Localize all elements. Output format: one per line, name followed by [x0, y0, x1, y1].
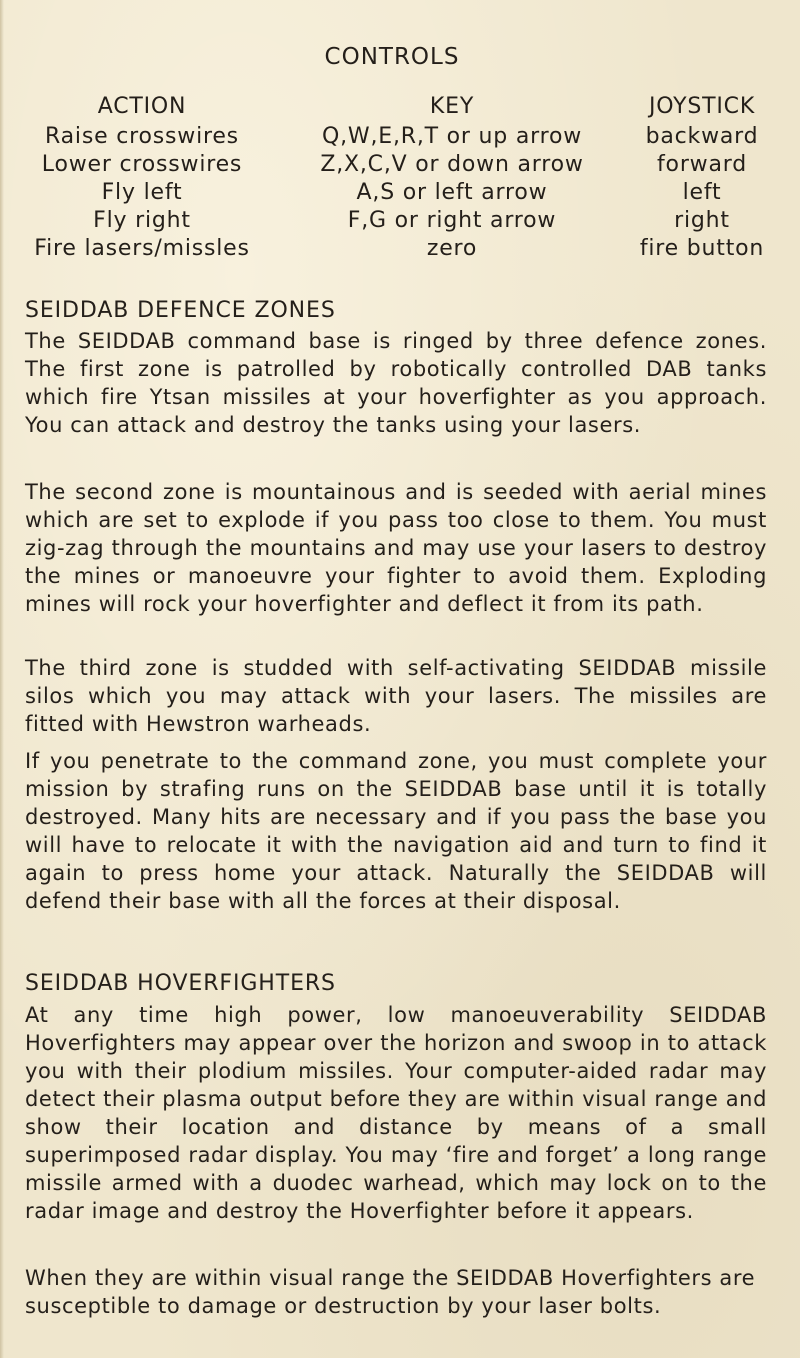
action-cell: Fly left	[101, 180, 183, 205]
header-action: ACTION	[97, 94, 187, 119]
defence-zones-heading: SEIDDAB DEFENCE ZONES	[25, 298, 336, 323]
controls-header-row	[0, 94, 800, 124]
controls-row	[0, 152, 800, 180]
defence-paragraph-2: The second zone is mountainous and is seeded with aerial mines which are set to explode if you pass too close to them. You must zig-zag through the mountains and may use your lasers to destroy the mines or manoeuvre your fighter to avoid them. Exploding mines will rock your hoverfighter and deflect it from its path.	[25, 480, 767, 616]
controls-row	[0, 124, 800, 152]
key-cell: Z,X,C,V or down arrow	[320, 152, 584, 177]
controls-row	[0, 208, 800, 236]
joystick-cell: forward	[657, 152, 747, 177]
controls-row	[0, 180, 800, 208]
controls-row	[0, 236, 800, 264]
action-cell: Fly right	[93, 208, 191, 233]
controls-table	[0, 94, 800, 264]
defence-paragraph-4: If you penetrate to the command zone, you must complete your mission by strafing runs on the SEIDDAB base until it is totally destroyed. Many hits are necessary and if you pass the base you will have to relocate it with the navigation aid and turn to find it again to press home your attack. Naturally the SEIDDAB will defend their base with all the forces at their disposal.	[25, 749, 767, 913]
defence-paragraph-1: The SEIDDAB command base is ringed by three defence zones. The first zone is patrolled by robotically controlled DAB tanks which fire Ytsan missiles at your hoverfighter as you approach. You can attack and destroy the tanks using your lasers.	[25, 329, 767, 437]
joystick-cell: right	[674, 208, 730, 233]
action-cell: Raise crosswires	[45, 124, 239, 149]
hoverfighters-paragraph-1: At any time high power, low manoeuverability SEIDDAB Hoverfighters may appear over the horizon and swoop in to attack you with their plodium missiles. Your computer-aided radar may detect their plasma output before they are within visual range and show their location and distance by means of a small superimposed radar display. You may ‘fire and forget’ a long range missile armed with a duodec warhead, which may lock on to the radar image and destroy the Hoverfighter before it appears.	[25, 1003, 767, 1223]
key-cell: Q,W,E,R,T or up arrow	[321, 124, 582, 149]
joystick-cell: left	[682, 180, 722, 205]
header-joystick: JOYSTICK	[648, 94, 756, 119]
action-cell: Fire lasers/missles	[34, 236, 250, 261]
controls-title: CONTROLS	[324, 44, 460, 70]
key-cell: A,S or left arrow	[356, 180, 548, 205]
hoverfighters-heading: SEIDDAB HOVERFIGHTERS	[25, 971, 336, 996]
key-cell: zero	[426, 236, 478, 261]
defence-paragraph-3: The third zone is studded with self-activating SEIDDAB missile silos which you may attack with your lasers. The missiles are fitted with Hewstron warheads.	[25, 656, 767, 736]
header-key: KEY	[429, 94, 475, 119]
joystick-cell: backward	[645, 124, 759, 149]
action-cell: Lower crosswires	[41, 152, 243, 177]
hoverfighters-paragraph-2: When they are within visual range the SEIDDAB Hoverfighters are susceptible to damage or destruction by your laser bolts.	[25, 1266, 756, 1318]
joystick-cell: fire button	[639, 236, 765, 261]
key-cell: F,G or right arrow	[347, 208, 557, 233]
